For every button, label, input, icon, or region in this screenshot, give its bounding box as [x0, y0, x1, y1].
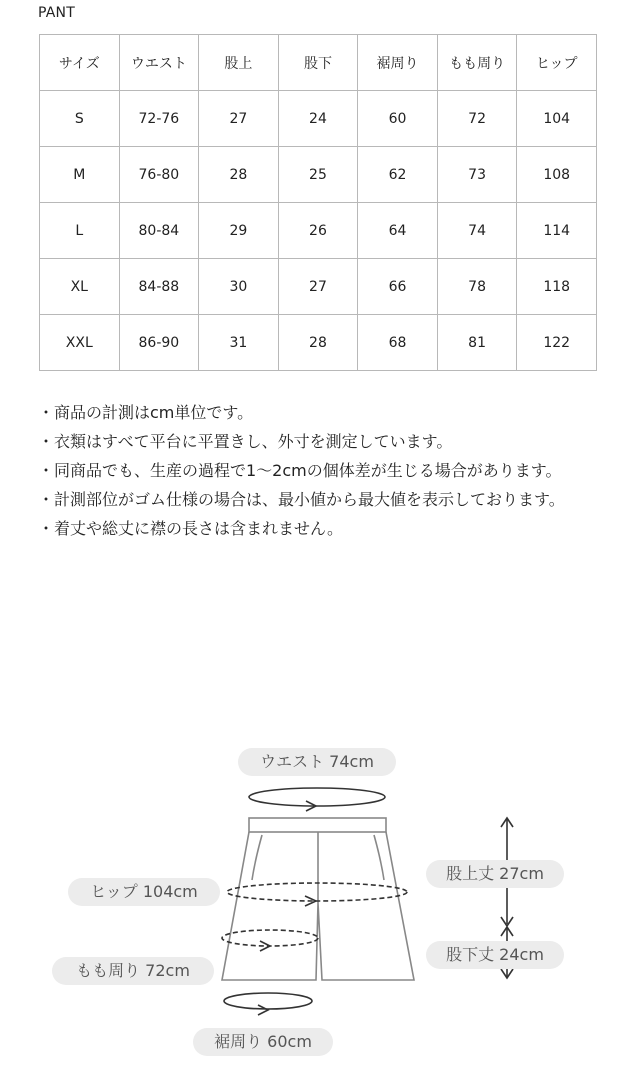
waist-measure-loop: [249, 788, 385, 806]
table-cell: 78: [437, 259, 517, 315]
table-cell: S: [40, 91, 120, 147]
note-line: ・衣類はすべて平台に平置きし、外寸を測定しています。: [38, 432, 453, 451]
table-cell: 60: [358, 91, 438, 147]
note-line: ・商品の計測はcm単位です。: [38, 403, 254, 422]
arrow-right-icon: [258, 1005, 268, 1015]
table-cell: 122: [517, 315, 597, 371]
table-cell: 29: [199, 203, 279, 259]
table-cell: 72-76: [119, 91, 199, 147]
waistband-outline: [249, 818, 386, 832]
table-cell: 84-88: [119, 259, 199, 315]
page-title: PANT: [38, 5, 75, 21]
table-cell: 62: [358, 147, 438, 203]
thigh-label: もも周り 72cm: [52, 957, 214, 985]
table-cell: 104: [517, 91, 597, 147]
table-cell: M: [40, 147, 120, 203]
table-cell: 24: [278, 91, 358, 147]
table-cell: 25: [278, 147, 358, 203]
table-cell: 30: [199, 259, 279, 315]
right-pocket: [374, 835, 384, 880]
rise-label: 股上丈 27cm: [426, 860, 564, 888]
table-cell: 73: [437, 147, 517, 203]
table-cell: 28: [278, 315, 358, 371]
table-cell: 64: [358, 203, 438, 259]
hip-label: ヒップ 104cm: [68, 878, 220, 906]
note-line: ・同商品でも、生産の過程で1〜2cmの個体差が生じる場合があります。: [38, 461, 562, 480]
table-cell: 28: [199, 147, 279, 203]
header-cell: サイズ: [40, 35, 120, 91]
waist-label: ウエスト 74cm: [238, 748, 396, 776]
table-cell: 68: [358, 315, 438, 371]
table-cell: XL: [40, 259, 120, 315]
table-cell: 72: [437, 91, 517, 147]
table-cell: 27: [199, 91, 279, 147]
table-cell: 31: [199, 315, 279, 371]
table-cell: 26: [278, 203, 358, 259]
table-cell: 114: [517, 203, 597, 259]
table-cell: 76-80: [119, 147, 199, 203]
table-cell: XXL: [40, 315, 120, 371]
table-cell: 86-90: [119, 315, 199, 371]
note-line: ・計測部位がゴム仕様の場合は、最小値から最大値を表示しております。: [38, 490, 565, 509]
inseam-label: 股下丈 24cm: [426, 941, 564, 969]
hem-measure-loop: [224, 993, 312, 1009]
hip-measure-loop: [227, 883, 407, 901]
table-cell: L: [40, 203, 120, 259]
header-cell: 股上: [199, 35, 279, 91]
hem-label: 裾周り 60cm: [193, 1028, 333, 1056]
header-cell: もも周り: [437, 35, 517, 91]
table-cell: 74: [437, 203, 517, 259]
header-cell: 裾周り: [358, 35, 438, 91]
thigh-measure-loop: [222, 930, 318, 946]
table-cell: 80-84: [119, 203, 199, 259]
table-cell: 81: [437, 315, 517, 371]
table-cell: 108: [517, 147, 597, 203]
header-cell: ヒップ: [517, 35, 597, 91]
table-cell: 66: [358, 259, 438, 315]
left-pocket: [252, 835, 262, 880]
header-cell: 股下: [278, 35, 358, 91]
note-line: ・着丈や総丈に襟の長さは含まれません。: [38, 519, 343, 538]
table-cell: 27: [278, 259, 358, 315]
table-cell: 118: [517, 259, 597, 315]
header-cell: ウエスト: [119, 35, 199, 91]
